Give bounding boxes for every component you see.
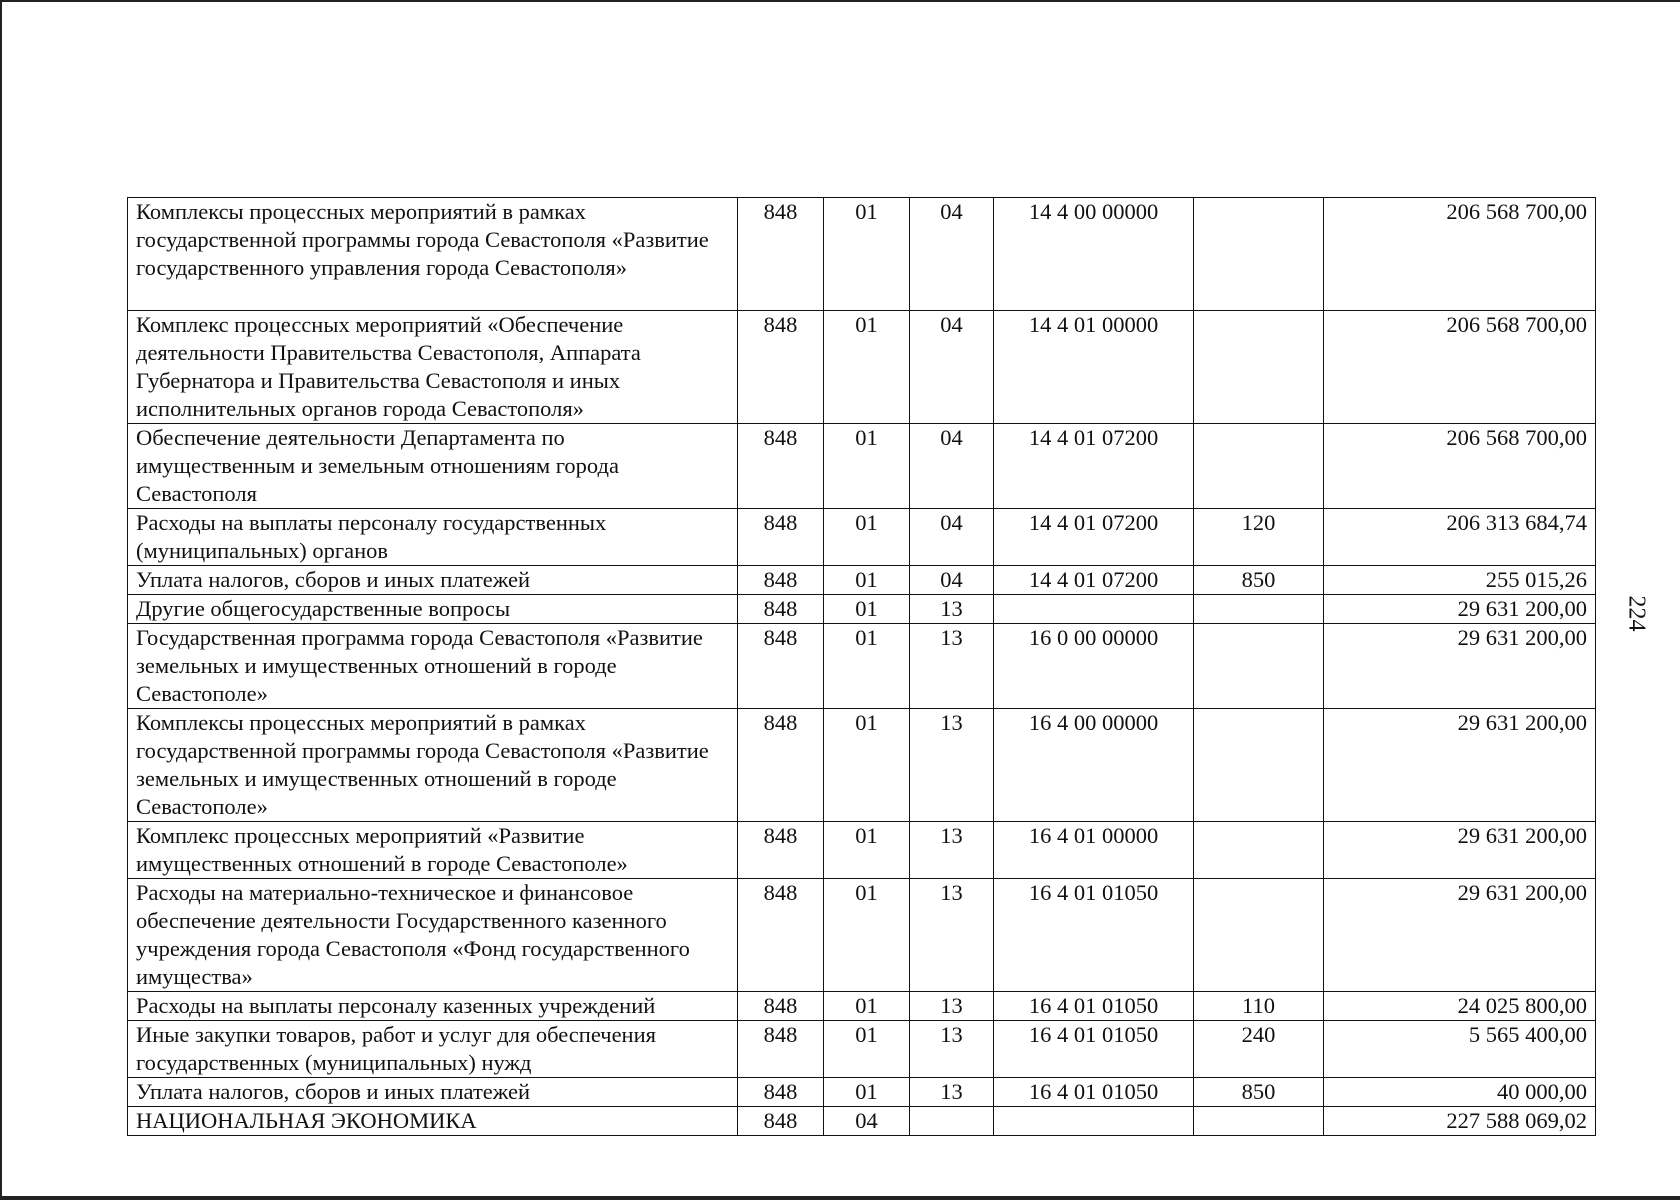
grbs-cell: 848 (738, 424, 824, 509)
amount-cell: 255 015,26 (1324, 566, 1596, 595)
rz-cell: 01 (824, 311, 910, 424)
table-row (128, 424, 1596, 509)
vr-cell: 850 (1194, 1078, 1324, 1107)
table-row (128, 1021, 1596, 1078)
budget-table (127, 197, 1596, 1136)
table-row (128, 1078, 1596, 1107)
table-row (128, 822, 1596, 879)
table-row (128, 566, 1596, 595)
pr-cell: 04 (910, 424, 994, 509)
row-name-cell: НАЦИОНАЛЬНАЯ ЭКОНОМИКА (128, 1107, 738, 1136)
pr-cell: 13 (910, 1078, 994, 1107)
grbs-cell: 848 (738, 198, 824, 311)
amount-cell: 206 313 684,74 (1324, 509, 1596, 566)
csr-cell: 14 4 01 07200 (994, 566, 1194, 595)
rz-cell: 01 (824, 879, 910, 992)
table-row (128, 879, 1596, 992)
pr-cell: 04 (910, 311, 994, 424)
row-name-cell: Государственная программа города Севастополя «Развитие земельных и имущественных отношений в городе Севастополе» (128, 624, 738, 709)
csr-cell: 14 4 01 00000 (994, 311, 1194, 424)
table-row (128, 709, 1596, 822)
amount-cell: 206 568 700,00 (1324, 198, 1596, 311)
pr-cell: 13 (910, 992, 994, 1021)
rz-cell: 01 (824, 1021, 910, 1078)
grbs-cell: 848 (738, 509, 824, 566)
rz-cell: 01 (824, 509, 910, 566)
amount-cell: 227 588 069,02 (1324, 1107, 1596, 1136)
rz-cell: 01 (824, 822, 910, 879)
rz-cell: 01 (824, 198, 910, 311)
vr-cell: 110 (1194, 992, 1324, 1021)
vr-cell (1194, 709, 1324, 822)
rz-cell: 01 (824, 595, 910, 624)
amount-cell: 5 565 400,00 (1324, 1021, 1596, 1078)
grbs-cell: 848 (738, 822, 824, 879)
table-row (128, 311, 1596, 424)
vr-cell (1194, 624, 1324, 709)
amount-cell: 24 025 800,00 (1324, 992, 1596, 1021)
amount-cell: 29 631 200,00 (1324, 595, 1596, 624)
amount-cell: 29 631 200,00 (1324, 879, 1596, 992)
amount-cell: 40 000,00 (1324, 1078, 1596, 1107)
vr-cell: 240 (1194, 1021, 1324, 1078)
pr-cell: 13 (910, 595, 994, 624)
csr-cell: 16 4 01 01050 (994, 992, 1194, 1021)
csr-cell: 14 4 00 00000 (994, 198, 1194, 311)
rz-cell: 01 (824, 992, 910, 1021)
csr-cell: 16 0 00 00000 (994, 624, 1194, 709)
pr-cell: 13 (910, 624, 994, 709)
csr-cell: 14 4 01 07200 (994, 424, 1194, 509)
amount-cell: 29 631 200,00 (1324, 709, 1596, 822)
row-name-cell: Комплекс процессных мероприятий «Развитие имущественных отношений в городе Севастополе» (128, 822, 738, 879)
row-name-cell: Другие общегосударственные вопросы (128, 595, 738, 624)
rz-cell: 01 (824, 624, 910, 709)
rz-cell: 01 (824, 566, 910, 595)
pr-cell: 13 (910, 1021, 994, 1078)
csr-cell (994, 1107, 1194, 1136)
vr-cell (1194, 879, 1324, 992)
row-name-cell: Уплата налогов, сборов и иных платежей (128, 566, 738, 595)
amount-cell: 29 631 200,00 (1324, 822, 1596, 879)
vr-cell: 120 (1194, 509, 1324, 566)
csr-cell: 16 4 00 00000 (994, 709, 1194, 822)
vr-cell (1194, 595, 1324, 624)
grbs-cell: 848 (738, 879, 824, 992)
pr-cell: 04 (910, 509, 994, 566)
table-row (128, 595, 1596, 624)
rz-cell: 01 (824, 1078, 910, 1107)
row-name-cell: Комплексы процессных мероприятий в рамках государственной программы города Севастополя «Развитие земельных и имущественных отношений в городе Севастополе» (128, 709, 738, 822)
scan-edge-left (0, 0, 2, 1200)
rz-cell: 04 (824, 1107, 910, 1136)
pr-cell (910, 1107, 994, 1136)
table-row (128, 1107, 1596, 1136)
table-row (128, 992, 1596, 1021)
vr-cell: 850 (1194, 566, 1324, 595)
grbs-cell: 848 (738, 1078, 824, 1107)
row-name-cell: Расходы на выплаты персоналу государственных (муниципальных) органов (128, 509, 738, 566)
row-name-cell: Иные закупки товаров, работ и услуг для обеспечения государственных (муниципальных) нужд (128, 1021, 738, 1078)
vr-cell (1194, 311, 1324, 424)
csr-cell: 16 4 01 00000 (994, 822, 1194, 879)
csr-cell: 14 4 01 07200 (994, 509, 1194, 566)
csr-cell (994, 595, 1194, 624)
pr-cell: 04 (910, 198, 994, 311)
page-number: 224 (1623, 595, 1650, 632)
pr-cell: 04 (910, 566, 994, 595)
grbs-cell: 848 (738, 566, 824, 595)
grbs-cell: 848 (738, 1107, 824, 1136)
scan-edge-bottom (0, 1196, 1680, 1200)
csr-cell: 16 4 01 01050 (994, 1078, 1194, 1107)
table-row (128, 198, 1596, 311)
row-name-cell: Расходы на выплаты персоналу казенных учреждений (128, 992, 738, 1021)
amount-cell: 206 568 700,00 (1324, 424, 1596, 509)
amount-cell: 206 568 700,00 (1324, 311, 1596, 424)
rz-cell: 01 (824, 709, 910, 822)
row-name-cell: Комплексы процессных мероприятий в рамках государственной программы города Севастополя «Развитие государственного управления города Севастополя» (128, 198, 738, 311)
table-row (128, 624, 1596, 709)
row-name-cell: Обеспечение деятельности Департамента по имущественным и земельным отношениям города Севастополя (128, 424, 738, 509)
grbs-cell: 848 (738, 709, 824, 822)
csr-cell: 16 4 01 01050 (994, 879, 1194, 992)
pr-cell: 13 (910, 879, 994, 992)
grbs-cell: 848 (738, 992, 824, 1021)
vr-cell (1194, 1107, 1324, 1136)
rz-cell: 01 (824, 424, 910, 509)
vr-cell (1194, 198, 1324, 311)
scan-edge-top (0, 0, 1680, 2)
csr-cell: 16 4 01 01050 (994, 1021, 1194, 1078)
row-name-cell: Комплекс процессных мероприятий «Обеспечение деятельности Правительства Севастополя, Аппарата Губернатора и Правительства Севастополя и иных исполнительных органов города Севастополя» (128, 311, 738, 424)
grbs-cell: 848 (738, 311, 824, 424)
vr-cell (1194, 424, 1324, 509)
amount-cell: 29 631 200,00 (1324, 624, 1596, 709)
grbs-cell: 848 (738, 595, 824, 624)
pr-cell: 13 (910, 709, 994, 822)
table-row (128, 509, 1596, 566)
pr-cell: 13 (910, 822, 994, 879)
grbs-cell: 848 (738, 1021, 824, 1078)
grbs-cell: 848 (738, 624, 824, 709)
row-name-cell: Уплата налогов, сборов и иных платежей (128, 1078, 738, 1107)
row-name-cell: Расходы на материально-техническое и финансовое обеспечение деятельности Государственного казенного учреждения города Севастополя «Фонд государственного имущества» (128, 879, 738, 992)
vr-cell (1194, 822, 1324, 879)
